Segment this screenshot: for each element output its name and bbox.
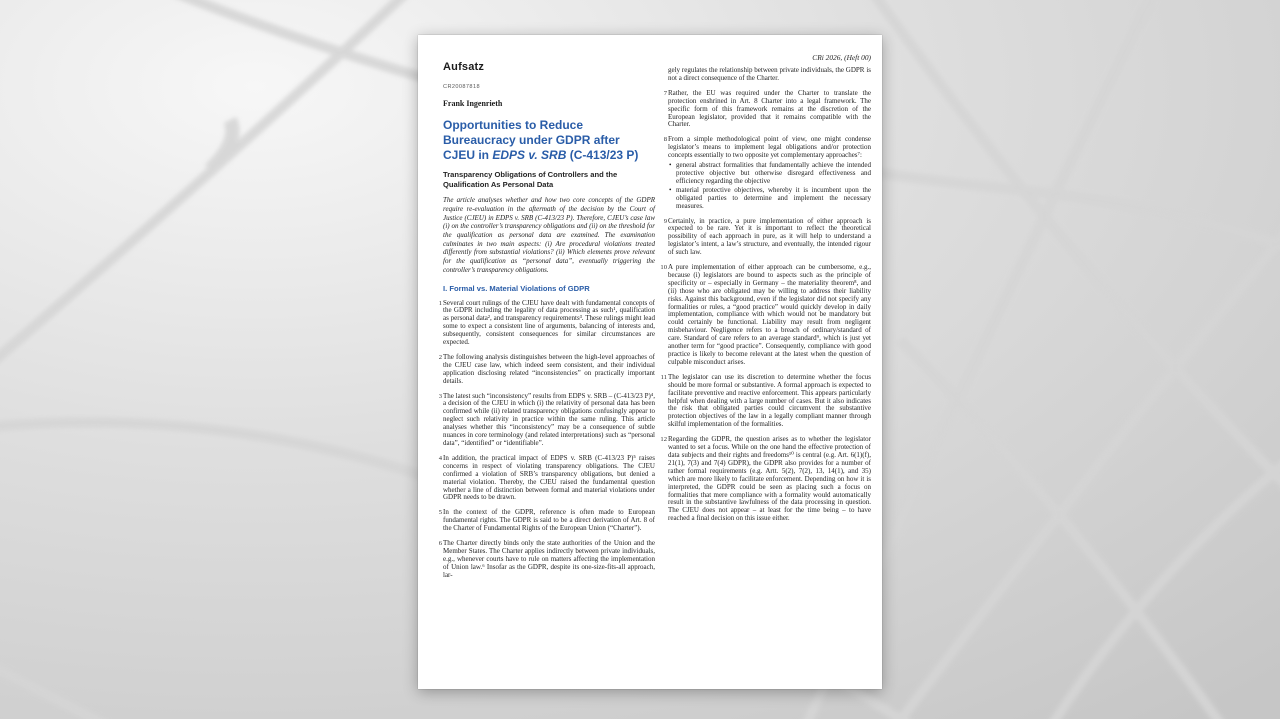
paragraph: [660, 372, 871, 429]
paragraph-number: 12: [660, 436, 667, 444]
right-column: [660, 53, 871, 530]
right-column-paragraphs: [660, 88, 871, 523]
paragraph: [438, 352, 655, 386]
title-suffix: (C-413/23 P): [566, 148, 639, 162]
paragraph-number: 2: [438, 353, 442, 361]
paragraph: [663, 135, 871, 210]
column-lead-text: gely regulates the relationship between private individuals, the GDPR is not a direct consequence of the Charter.: [668, 66, 871, 82]
paragraph: [438, 391, 655, 448]
paragraph: [663, 88, 871, 130]
document-id: CR20087818: [443, 84, 480, 90]
paragraph-number: 8: [663, 136, 667, 144]
article-subtitle: Transparency Obligations of Controllers and the Qualification As Personal Data: [443, 170, 618, 189]
paragraph-number: 1: [438, 299, 442, 307]
bullet-list: [668, 162, 871, 210]
paragraph: [438, 453, 655, 502]
paragraph-number: 7: [663, 89, 667, 97]
paragraph-text: Rather, the EU was required under the Charter to translate the protection enshrined in Art. 8 Charter into a legal framework. The specific form of this framework remains at the discretion of the European legislator, provided that it remains compatible with the Charter.: [668, 88, 871, 129]
paragraph: [438, 298, 655, 347]
rubric-label: Aufsatz: [443, 61, 485, 73]
journal-issue-reference: CRi 2026, (Heft 00): [812, 53, 871, 62]
paragraph-text: The latest such “inconsistency” results from EDPS v. SRB – (C-413/23 P)⁴, a decision of the CJEU in which (i) the relativity of personal data has been confirmed while (ii) related transparency obligations confusingly appear to neglect such relativity in practice within the same ruling. This article analyses whether this “inconsistency” may be a consequence of subtle nuances in core terminology (and related interpretations) such as “personal data”, “identified” or “identifiable”.: [443, 391, 655, 448]
paragraph-number: 5: [438, 509, 442, 517]
paragraph: [438, 508, 655, 533]
bullet-item: • general abstract formalities that fundamentally achieve the intended protective objective but otherwise disregard effectiveness and efficiency regarding the objective: [668, 162, 871, 186]
section-heading: I. Formal vs. Material Violations of GDPR: [443, 283, 590, 293]
paragraph-text: The legislator can use its discretion to determine whether the focus should be more formal or substantive. A formal approach is expected to facilitate preventive and reactive enforcement. This appears particularly helpful when dealing with a large number of cases. But it also indicates the risk that obligated parties could circumvent the substantive protection objectives of the law in a legally compliant manner through skilful implementation of the formalities.: [668, 372, 871, 429]
paragraph-text: The Charter directly binds only the state authorities of the Union and the Member States. The Charter applies indirectly between private individuals, e.g., whenever courts have to rule on matters affecting the implementation of Union law.⁶ Insofar as the GDPR, despite its one-size-fits-all approach, lar-: [443, 539, 655, 579]
title-case-name: EDPS v. SRB: [492, 148, 567, 162]
paragraph-number: 11: [660, 373, 667, 381]
document-page: [418, 35, 882, 689]
title-text: Opportunities to Reduce Bureaucracy under GDPR after CJEU in: [443, 118, 620, 162]
paragraph: [660, 263, 871, 367]
article-title: [443, 118, 655, 163]
paragraph-text: Certainly, in practice, a pure implementation of either approach is expected to be rare. Yet it is important to reflect the theoretical possibility of each approach in pure, as it will help to understand a legislator’s intent, a law’s structure, and eventually, the intended rigour of such law.: [668, 216, 871, 257]
paragraph-number: 4: [438, 454, 442, 462]
paragraph-text: In the context of the GDPR, reference is often made to European fundamental rights. The GDPR is said to be a direct derivation of Art. 8 of the Charter of Fundamental Rights of the European Union (“Charter”).: [443, 508, 655, 533]
paragraph-text: A pure implementation of either approach can be cumbersome, e.g., because (i) legislators are bound to aspects such as the principle of specificity or – especially in Germany – the materiality theorem⁸, and (ii) those who are obligated may be willing to address their liability risks. Against this background, even if the legislator did not specify any formalities or rules, a “good practice” would quickly develop in daily implementation, compliance with which would not be mandatory but could certainly be functional. Liability may result from negligent misbehaviour. Negligence refers to a breach of ordinary/standard of care. Standard of care refers to an average standard⁹, which is just yet another term for “good practice”. Consequently, compliance with good practice is likely to become relevant at the latest when the question of culpable misconduct arises.: [668, 263, 871, 366]
paragraph: [438, 539, 655, 580]
paragraph: [663, 216, 871, 258]
left-column: [438, 61, 655, 587]
abstract: The article analyses whether and how two core concepts of the GDPR require re-evaluation in the aftermath of the decision by the Court of Justice (CJEU) in EDPS v. SRB (C-413/23 P). Therefore, CJEU’s case law (i) on the controller’s transparency obligations and (ii) on the threshold for the qualification as personal data are examined. The examination culminates in two main aspects: (i) Are procedural violations treated differently from substantial violations? (ii) Which elements prove relevant for the qualification as “personal data”, eventually triggering the controller’s transparency obligations.: [443, 196, 655, 274]
paragraph-text: Several court rulings of the CJEU have dealt with fundamental concepts of the GDPR including the legality of data processing as such¹, qualification as personal data², and transparency requirements³. These rulings might lead some to expect a consistent line of arguments, balancing of interests and, subsequently, consistent consequences for similar circumstances are expected.: [443, 298, 655, 347]
paragraph-text: Regarding the GDPR, the question arises as to whether the legislator wanted to set a focus. While on the one hand the effective protection of data subjects and their rights and freedoms¹⁰ is central (e.g. Art. 6(1)(f), 21(1), 7(3) and 7(4) GDPR), the GDPR also provides for a number of rather formal requirements (e.g. Artt. 5(2), 7(2), 13, 14(1), and 35) which are more likely to facilitate enforcement. Depending on how it is interpreted, the GDPR could be seen as placing such a focus on formalities that mere compliance with a formality would automatically result in the substantive lawfulness of the data processing in question. The CJEU does not appear – at least for the time being – to have reached a final decision on this issue either.: [668, 435, 871, 523]
paragraph-number: 9: [663, 217, 667, 225]
paragraph-text: From a simple methodological point of view, one might condense legislator’s means to implement legal obligations and/or protection concepts essentially to two opposite yet complementary approaches⁷:: [668, 135, 871, 160]
paragraph-number: 6: [438, 540, 442, 548]
left-column-paragraphs: [438, 298, 655, 580]
paragraph-number: 3: [438, 392, 442, 400]
paragraph-text: The following analysis distinguishes between the high-level approaches of the CJEU case law, which indeed seem consistent, and their individual application disclosing related “inconsistencies” on practically important details.: [443, 352, 655, 385]
paragraph-text: In addition, the practical impact of EDPS v. SRB (C-413/23 P)⁵ raises concerns in respect of violating transparency obligations. The CJEU confirmed a violation of SRB’s transparency obligations, but denied a material violation. Thereby, the CJEU raised the fundamental question whether a line of distinction between formal and material violations under GDPR needs to be drawn.: [443, 453, 655, 502]
author-name: Frank Ingenrieth: [443, 99, 503, 108]
bullet-item: • material protective objectives, whereby it is incumbent upon the obligated parties to determine and implement the necessary measures.: [668, 187, 871, 211]
paragraph-number: 10: [660, 264, 667, 272]
paragraph: [660, 435, 871, 523]
